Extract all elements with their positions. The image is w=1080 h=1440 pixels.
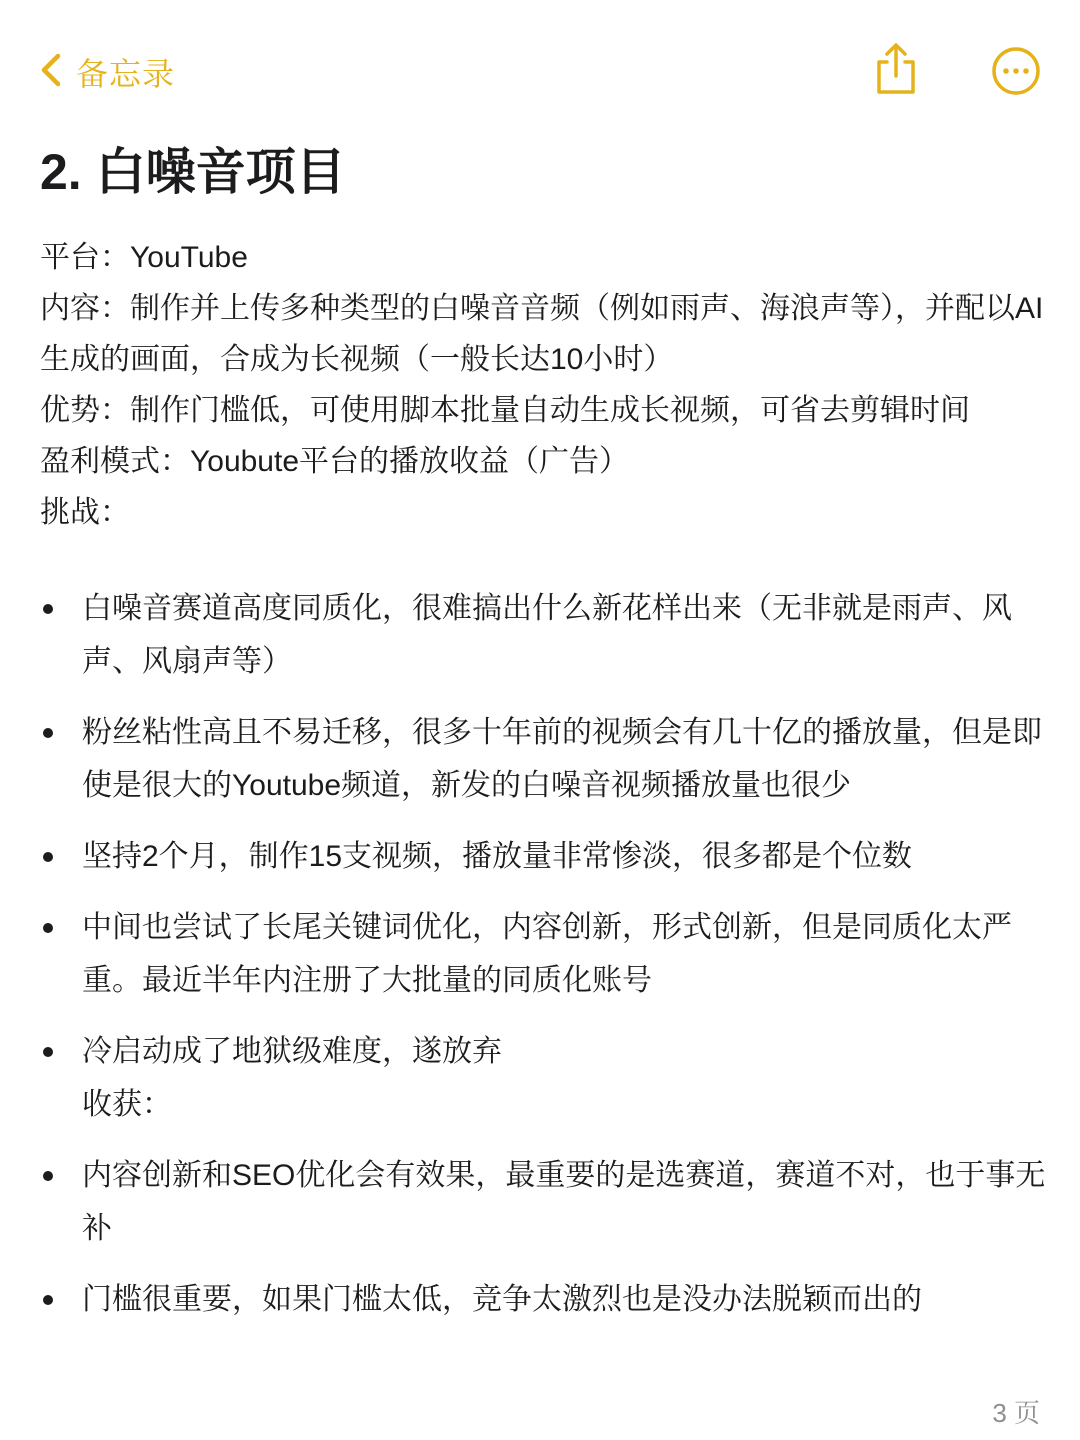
list-item — [40, 706, 1050, 812]
share-icon — [868, 40, 924, 100]
harvest-label: 收获： — [82, 1088, 172, 1121]
bullet-icon — [43, 604, 53, 614]
list-item-text: 白噪音赛道高度同质化，很难搞出什么新花样出来（无非就是雨声、风声、风扇声等） — [82, 592, 1012, 678]
platform-line: 平台：YouTube — [40, 241, 248, 274]
bullet-list — [40, 582, 1050, 1344]
more-icon — [990, 45, 1042, 97]
list-item-text: 冷启动成了地狱级难度，遂放弃 — [82, 1035, 502, 1068]
chevron-left-icon — [40, 53, 62, 92]
back-button[interactable] — [40, 44, 175, 100]
bullet-icon — [43, 1171, 53, 1181]
note-body[interactable] — [40, 232, 1050, 538]
list-item — [40, 830, 1050, 883]
list-item-text: 中间也尝试了长尾关键词优化，内容创新，形式创新，但是同质化太严重。最近半年内注册了大批量的同质化账号 — [82, 911, 1012, 997]
challenge-label: 挑战： — [40, 496, 130, 529]
back-label: 备忘录 — [76, 56, 176, 92]
list-item-text: 内容创新和SEO优化会有效果，最重要的是选赛道，赛道不对，也于事无补 — [82, 1159, 1046, 1245]
share-button[interactable] — [868, 40, 924, 100]
list-item-text: 坚持2个月，制作15支视频，播放量非常惨淡，很多都是个位数 — [82, 840, 913, 873]
more-button[interactable] — [990, 45, 1042, 97]
advantage-line: 优势：制作门槛低，可使用脚本批量自动生成长视频，可省去剪辑时间 — [40, 394, 970, 427]
bullet-icon — [43, 1295, 53, 1305]
profit-line: 盈利模式：Youbute平台的播放收益（广告） — [40, 445, 630, 478]
list-item — [40, 1273, 1050, 1326]
list-item — [40, 901, 1050, 1007]
bullet-icon — [43, 923, 53, 933]
page-indicator: 3 页 — [992, 1398, 1040, 1428]
list-item — [40, 582, 1050, 688]
navigation-bar — [0, 0, 1080, 140]
list-item — [40, 1149, 1050, 1255]
bullet-icon — [43, 852, 53, 862]
note-title[interactable]: 2. 白噪音项目 — [40, 144, 346, 200]
list-item-text: 门槛很重要，如果门槛太低，竞争太激烈也是没办法脱颖而出的 — [82, 1283, 922, 1316]
bullet-icon — [43, 1047, 53, 1057]
bullet-icon — [43, 728, 53, 738]
list-item-text: 粉丝粘性高且不易迁移，很多十年前的视频会有几十亿的播放量，但是即使是很大的Youtube频道，新发的白噪音视频播放量也很少 — [82, 716, 1042, 802]
content-line: 内容：制作并上传多种类型的白噪音音频（例如雨声、海浪声等），并配以AI生成的画面，合成为长视频（一般长达10小时） — [40, 292, 1044, 376]
list-item — [40, 1025, 1050, 1131]
